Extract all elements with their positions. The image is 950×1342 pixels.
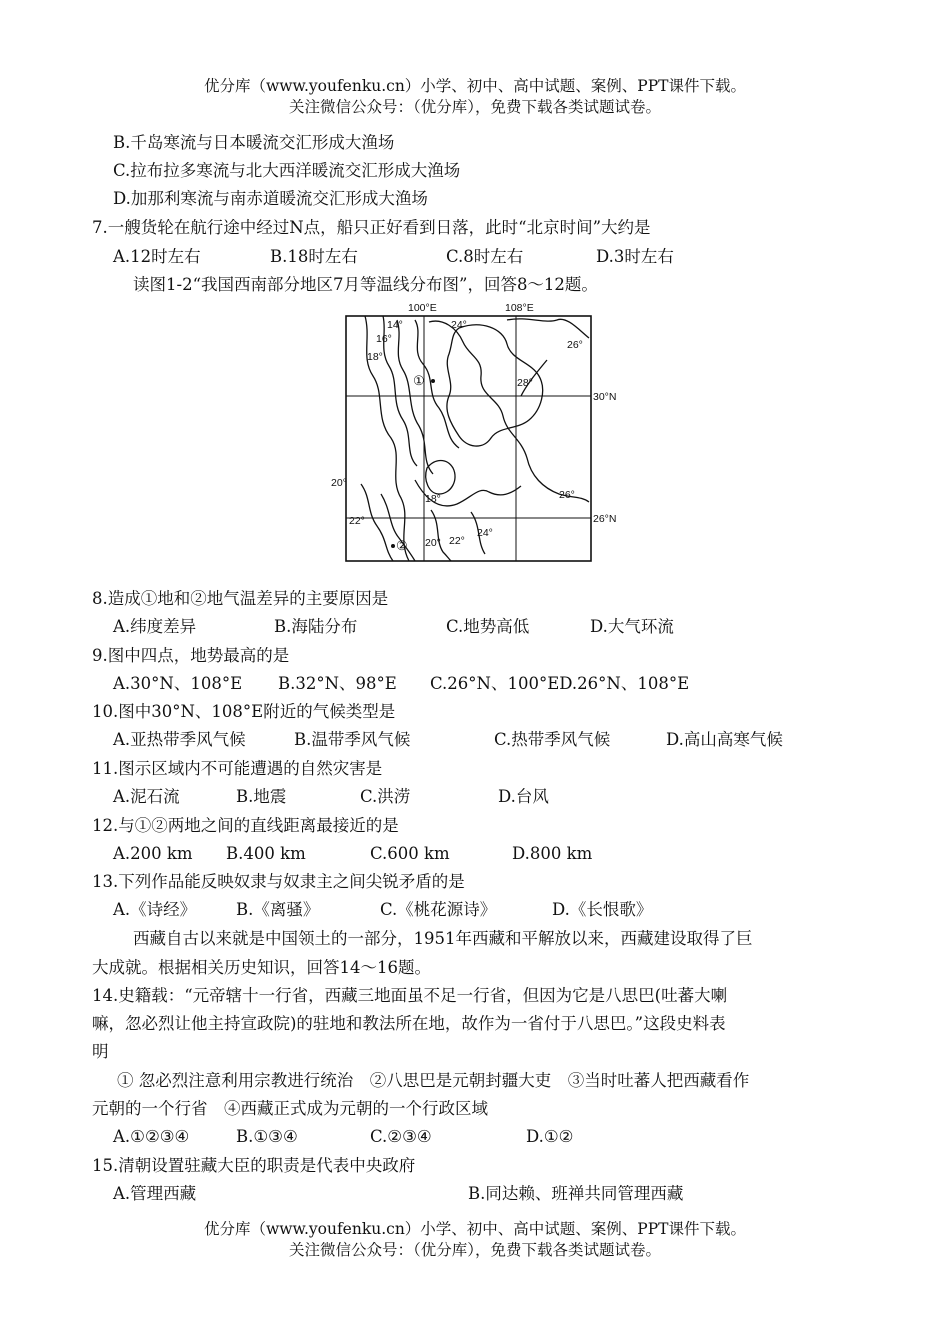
intro-14-16-line1: 西藏自古以来就是中国领土的一部分，1951年西藏和平解放以来，西藏建设取得了巨 <box>133 929 753 948</box>
map-iso-16: 16° <box>376 333 392 345</box>
q15-option-a: A.管理西藏 <box>113 1184 197 1203</box>
q8-option-c: C.地势高低 <box>446 617 530 636</box>
map-iso-18a: 18° <box>367 351 383 363</box>
intro-8-12: 读图1-2“我国西南部分地区7月等温线分布图”，回答8～12题。 <box>133 275 598 294</box>
map-iso-18b: 18° <box>425 493 441 505</box>
q7-option-b: B.18时左右 <box>270 247 358 266</box>
map-iso-24b: 24° <box>477 527 493 539</box>
q14-option-d: D.①② <box>526 1127 574 1146</box>
q8-stem: 8.造成①地和②地气温差异的主要原因是 <box>92 589 389 608</box>
q10-option-c: C.热带季风气候 <box>494 730 611 749</box>
q7-option-c: C.8时左右 <box>446 247 524 266</box>
map-point-1: ① <box>413 373 425 388</box>
q12-option-b: B.400 km <box>226 844 306 863</box>
q14-stem-line2: 嘛，忽必烈让他主持宣政院)的驻地和教法所在地，故作为一省付于八思巴。”这段史料表 <box>92 1014 726 1033</box>
map-lat-30: 30°N <box>593 391 617 403</box>
map-iso-26b: 26° <box>559 489 575 501</box>
q14-option-a: A.①②③④ <box>113 1127 190 1146</box>
intro-14-16-line2: 大成就。根据相关历史知识，回答14～16题。 <box>92 958 431 977</box>
map-lon-100: 100°E <box>408 302 437 314</box>
q12-option-d: D.800 km <box>512 844 593 863</box>
q11-option-b: B.地震 <box>236 787 287 806</box>
map-iso-24a: 24° <box>451 319 467 331</box>
q7-option-d: D.3时左右 <box>596 247 674 266</box>
q6-option-d: D.加那利寒流与南赤道暖流交汇形成大渔场 <box>113 189 428 208</box>
q13-option-b: B.《离骚》 <box>236 900 320 919</box>
q12-stem: 12.与①②两地之间的直线距离最接近的是 <box>92 816 399 835</box>
map-lon-108: 108°E <box>505 302 534 314</box>
map-iso-22a: 22° <box>349 515 365 527</box>
q10-option-a: A.亚热带季风气候 <box>113 730 246 749</box>
q14-items-line1: ① 忽必烈注意利用宗教进行统治 ②八思巴是元朝封疆大吏 ③当时吐蕃人把西藏看作 <box>117 1071 750 1090</box>
q14-items-line2: 元朝的一个行省 ④西藏正式成为元朝的一个行政区域 <box>92 1099 488 1118</box>
q10-option-d: D.高山高寒气候 <box>666 730 783 749</box>
isotherm-map <box>331 298 617 570</box>
q6-option-c: C.拉布拉多寒流与北大西洋暖流交汇形成大渔场 <box>113 161 461 180</box>
q12-option-a: A.200 km <box>113 844 193 863</box>
q7-option-a: A.12时左右 <box>113 247 201 266</box>
q13-option-a: A.《诗经》 <box>113 900 197 919</box>
q13-option-c: C.《桃花源诗》 <box>380 900 497 919</box>
q14-stem-line3: 明 <box>92 1042 109 1061</box>
map-iso-22b: 22° <box>449 535 465 547</box>
page-header-line2: 关注微信公众号：（优分库），免费下载各类试题试卷。 <box>288 98 661 116</box>
q13-stem: 13.下列作品能反映奴隶与奴隶主之间尖锐矛盾的是 <box>92 872 465 891</box>
q9-stem: 9.图中四点，地势最高的是 <box>92 646 290 665</box>
q9-option-cd: C.26°N、100°ED.26°N、108°E <box>430 674 690 693</box>
map-iso-20b: 20° <box>425 537 441 549</box>
q13-option-d: D.《长恨歌》 <box>552 900 653 919</box>
q10-stem: 10.图中30°N、108°E附近的气候类型是 <box>92 702 396 721</box>
q9-option-a: A.30°N、108°E <box>113 674 243 693</box>
q8-option-a: A.纬度差异 <box>113 617 197 636</box>
q11-option-d: D.台风 <box>498 787 549 806</box>
q8-option-d: D.大气环流 <box>590 617 674 636</box>
q7-stem: 7.一艘货轮在航行途中经过N点，船只正好看到日落，此时“北京时间”大约是 <box>92 218 651 237</box>
map-iso-14: 14° <box>387 319 403 331</box>
q11-stem: 11.图示区域内不可能遭遇的自然灾害是 <box>92 759 383 778</box>
map-point-2: ② <box>396 538 408 553</box>
q12-option-c: C.600 km <box>370 844 450 863</box>
map-iso-20a: 20° <box>331 477 347 489</box>
q11-option-a: A.泥石流 <box>113 787 180 806</box>
q15-stem: 15.清朝设置驻藏大臣的职责是代表中央政府 <box>92 1156 416 1175</box>
q10-option-b: B.温带季风气候 <box>294 730 411 749</box>
q9-option-b: B.32°N、98°E <box>278 674 397 693</box>
q6-option-b: B.千岛寒流与日本暖流交汇形成大渔场 <box>113 133 395 152</box>
q11-option-c: C.洪涝 <box>360 787 411 806</box>
map-iso-26a: 26° <box>567 339 583 351</box>
map-iso-28: 28° <box>517 377 533 389</box>
map-lat-26: 26°N <box>593 513 617 525</box>
page-footer-line2: 关注微信公众号：（优分库），免费下载各类试题试卷。 <box>288 1241 661 1259</box>
page-header-line1: 优分库（www.youfenku.cn）小学、初中、高中试题、案例、PPT课件下载。 <box>203 77 747 95</box>
q14-option-c: C.②③④ <box>370 1127 432 1146</box>
page-footer-line1: 优分库（www.youfenku.cn）小学、初中、高中试题、案例、PPT课件下载。 <box>203 1220 747 1238</box>
q14-stem-line1: 14.史籍载：“元帝辖十一行省，西藏三地面虽不足一行省，但因为它是八思巴(吐蕃大喇 <box>92 986 728 1005</box>
q15-option-b: B.同达赖、班禅共同管理西藏 <box>468 1184 684 1203</box>
q8-option-b: B.海陆分布 <box>274 617 358 636</box>
q14-option-b: B.①③④ <box>236 1127 298 1146</box>
